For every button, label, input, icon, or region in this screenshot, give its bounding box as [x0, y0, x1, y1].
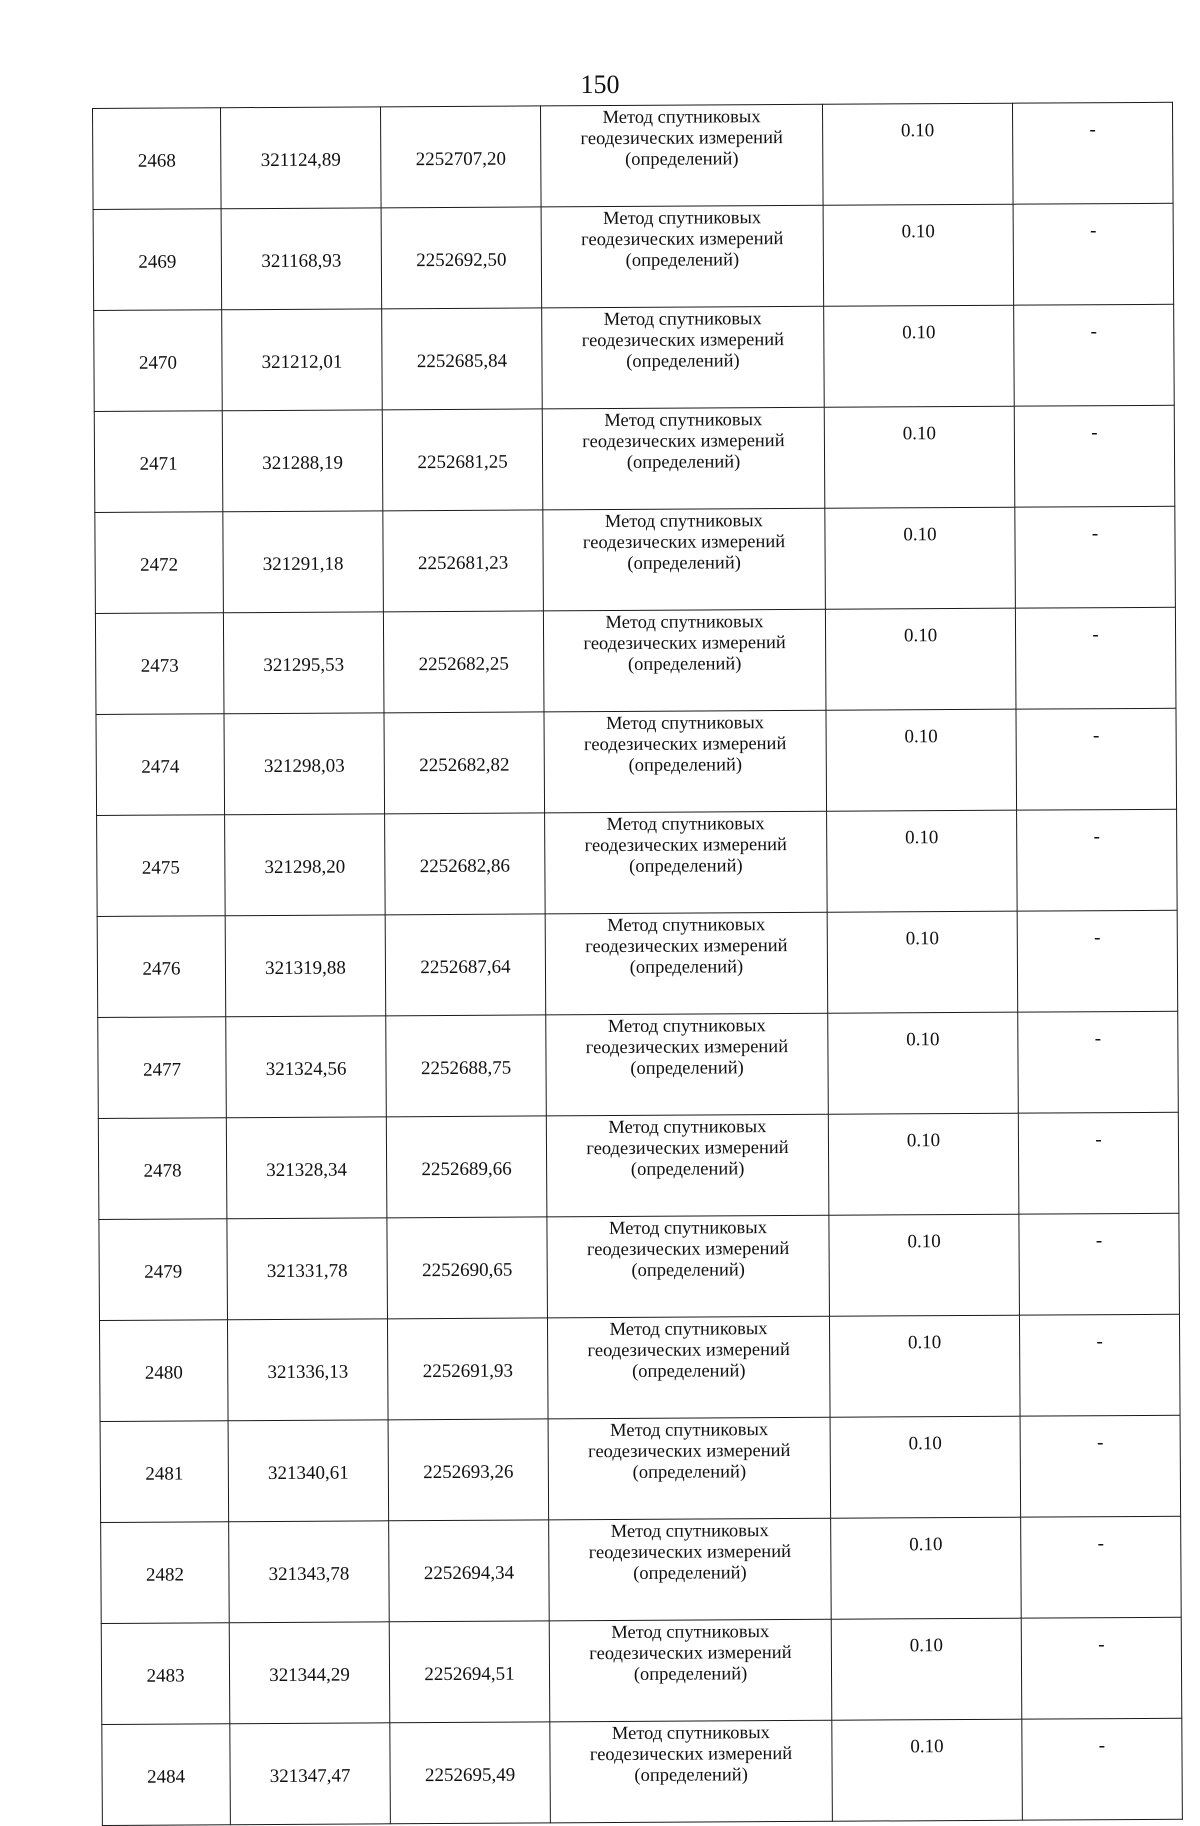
method-cell [543, 609, 826, 712]
note-cell: - [1022, 1718, 1183, 1820]
accuracy-cell: 0.10 [824, 305, 1015, 407]
method-line: Метод спутниковых [607, 1016, 766, 1038]
method-line: геодезических измерений [586, 1239, 790, 1261]
method-cell [546, 1114, 829, 1217]
accuracy-cell: 0.10 [832, 1719, 1023, 1821]
point-number-cell: 2480 [99, 1320, 228, 1422]
coordinate-y-cell: 2252694,34 [389, 1520, 550, 1622]
method-line: (определений) [627, 553, 741, 574]
method-cell [540, 104, 823, 207]
method-cell [541, 205, 824, 308]
method-line: геодезических измерений [589, 1743, 793, 1766]
coordinate-y-cell: 2252691,93 [387, 1318, 548, 1420]
point-number-cell: 2484 [102, 1724, 231, 1826]
method-line: (определений) [631, 1361, 746, 1382]
coordinate-y-cell: 2252707,20 [380, 106, 541, 208]
coordinate-x-cell: 321319,88 [225, 915, 386, 1017]
method-line: Метод спутниковых [603, 208, 762, 230]
coordinate-x-cell: 321288,19 [222, 410, 383, 512]
method-line: (определений) [631, 1260, 745, 1281]
note-cell: - [1018, 1112, 1179, 1214]
point-number-cell: 2479 [99, 1219, 228, 1321]
method-line: геодезических измерений [589, 1642, 792, 1665]
accuracy-cell: 0.10 [827, 911, 1018, 1013]
note-cell: - [1021, 1617, 1182, 1719]
note-cell: - [1014, 304, 1175, 406]
point-number-cell: 2471 [94, 411, 223, 513]
coordinates-table [92, 102, 1183, 1826]
accuracy-cell: 0.10 [825, 608, 1016, 710]
coordinate-y-cell: 2252681,23 [383, 510, 544, 612]
method-line: (определений) [627, 654, 742, 675]
method-line: (определений) [630, 1058, 744, 1079]
note-cell: - [1017, 910, 1178, 1012]
note-cell: - [1012, 102, 1173, 204]
method-line: Метод спутниковых [611, 1723, 770, 1745]
coordinate-x-cell: 321291,18 [223, 511, 384, 613]
method-line: (определений) [632, 1462, 747, 1483]
table-body [93, 102, 1183, 1825]
method-line: Метод спутниковых [605, 713, 765, 735]
method-line: (определений) [630, 1159, 745, 1180]
method-cell [550, 1720, 833, 1823]
point-number-cell: 2477 [98, 1017, 227, 1119]
method-cell [542, 407, 825, 510]
method-line: (определений) [634, 1765, 748, 1786]
method-line: геодезических измерений [585, 936, 788, 958]
table-row [102, 1718, 1183, 1825]
point-number-cell: 2470 [94, 310, 223, 412]
method-cell [546, 1013, 829, 1116]
point-number-cell: 2476 [97, 916, 226, 1018]
coordinate-y-cell: 2252688,75 [386, 1015, 547, 1117]
coordinate-x-cell: 321212,01 [222, 309, 383, 411]
note-cell: - [1013, 203, 1174, 305]
method-line: геодезических измерений [588, 1441, 791, 1463]
method-line: (определений) [629, 957, 744, 978]
method-line: (определений) [628, 755, 743, 776]
coordinate-y-cell: 2252685,84 [382, 308, 543, 410]
method-line: геодезических измерений [587, 1340, 790, 1362]
coordinate-x-cell: 321124,89 [221, 107, 382, 209]
method-line: Метод спутниковых [604, 410, 763, 432]
coordinate-x-cell: 321324,56 [226, 1016, 387, 1118]
table-row [95, 607, 1176, 714]
method-cell [545, 811, 828, 914]
note-cell: - [1014, 405, 1175, 507]
method-line: (определений) [633, 1563, 747, 1584]
table-row [99, 1213, 1180, 1320]
coordinate-x-cell: 321347,47 [230, 1723, 391, 1825]
coordinate-y-cell: 2252692,50 [381, 207, 542, 309]
accuracy-cell: 0.10 [831, 1517, 1022, 1619]
method-line: Метод спутниковых [608, 1218, 768, 1240]
note-cell: - [1020, 1415, 1181, 1517]
note-cell: - [1021, 1516, 1182, 1618]
coordinate-x-cell: 321344,29 [229, 1622, 390, 1724]
coordinate-x-cell: 321340,61 [228, 1420, 389, 1522]
note-cell: - [1019, 1213, 1180, 1315]
coordinate-y-cell: 2252687,64 [385, 914, 546, 1016]
table-row [97, 809, 1178, 916]
method-line: (определений) [625, 149, 739, 170]
method-cell [544, 710, 827, 813]
accuracy-cell: 0.10 [824, 406, 1015, 508]
coordinate-y-cell: 2252682,86 [385, 813, 546, 915]
accuracy-cell: 0.10 [829, 1315, 1020, 1417]
point-number-cell: 2482 [101, 1522, 230, 1624]
method-line: геодезических измерений [586, 1138, 789, 1160]
method-line: Метод спутниковых [606, 814, 765, 836]
method-line: Метод спутниковых [603, 309, 762, 331]
method-cell [542, 306, 825, 409]
table-row [93, 102, 1174, 209]
table-row [97, 910, 1178, 1017]
method-line: геодезических измерений [580, 128, 783, 150]
method-line: геодезических измерений [585, 1037, 789, 1059]
method-line: Метод спутниковых [602, 107, 761, 129]
coordinate-x-cell: 321343,78 [229, 1521, 390, 1623]
coordinates-table-wrapper [92, 102, 1182, 1826]
note-cell: - [1015, 607, 1176, 709]
table-row [98, 1011, 1179, 1118]
method-line: (определений) [633, 1664, 748, 1685]
method-line: геодезических измерений [582, 431, 785, 453]
note-cell: - [1017, 809, 1178, 911]
table-row [93, 203, 1174, 310]
table-row [94, 405, 1175, 512]
note-cell: - [1018, 1011, 1179, 1113]
method-cell [549, 1518, 832, 1621]
coordinate-x-cell: 321331,78 [227, 1218, 388, 1320]
method-line: геодезических измерений [581, 229, 784, 251]
note-cell: - [1016, 708, 1177, 810]
coordinate-y-cell: 2252682,25 [383, 611, 544, 713]
coordinate-x-cell: 321298,20 [225, 814, 386, 916]
method-line: Метод спутниковых [611, 1622, 770, 1644]
method-line: Метод спутниковых [604, 511, 763, 533]
accuracy-cell: 0.10 [831, 1618, 1022, 1720]
method-line: Метод спутниковых [608, 1117, 767, 1139]
coordinate-y-cell: 2252693,26 [388, 1419, 549, 1521]
method-line: Метод спутниковых [609, 1319, 768, 1341]
method-line: Метод спутниковых [610, 1521, 769, 1543]
method-cell [547, 1215, 830, 1318]
note-cell: - [1015, 506, 1176, 608]
point-number-cell: 2473 [95, 613, 224, 715]
point-number-cell: 2481 [100, 1421, 229, 1523]
coordinate-y-cell: 2252694,51 [389, 1621, 550, 1723]
method-line: (определений) [629, 856, 743, 877]
method-cell [549, 1619, 832, 1722]
coordinate-x-cell: 321168,93 [221, 208, 382, 310]
coordinate-y-cell: 2252681,25 [382, 409, 543, 511]
method-line: (определений) [625, 250, 740, 271]
note-cell: - [1019, 1314, 1180, 1416]
table-row [101, 1617, 1182, 1724]
method-line: Метод спутниковых [607, 915, 766, 937]
method-line: (определений) [626, 351, 740, 372]
accuracy-cell: 0.10 [822, 103, 1013, 205]
point-number-cell: 2478 [98, 1118, 227, 1220]
method-line: геодезических измерений [583, 734, 787, 756]
coordinate-y-cell: 2252689,66 [386, 1116, 547, 1218]
point-number-cell: 2483 [101, 1623, 230, 1725]
coordinate-x-cell: 321328,34 [226, 1117, 387, 1219]
method-cell [548, 1417, 831, 1520]
accuracy-cell: 0.10 [823, 204, 1014, 306]
table-row [95, 506, 1176, 613]
coordinate-y-cell: 2252695,49 [390, 1722, 551, 1824]
coordinate-y-cell: 2252690,65 [387, 1217, 548, 1319]
accuracy-cell: 0.10 [829, 1214, 1020, 1316]
point-number-cell: 2469 [93, 209, 222, 311]
table-row [98, 1112, 1179, 1219]
point-number-cell: 2475 [97, 815, 226, 917]
table-row [96, 708, 1177, 815]
method-cell [543, 508, 826, 611]
coordinate-x-cell: 321298,03 [224, 713, 385, 815]
method-cell [545, 912, 828, 1015]
point-number-cell: 2474 [96, 714, 225, 816]
point-number-cell: 2472 [95, 512, 224, 614]
table-row [100, 1415, 1181, 1522]
method-line: геодезических измерений [588, 1541, 792, 1564]
method-line: геодезических измерений [583, 633, 786, 655]
method-line: геодезических измерений [584, 835, 787, 857]
accuracy-cell: 0.10 [827, 810, 1018, 912]
method-line: геодезических измерений [581, 330, 785, 352]
table-row [94, 304, 1175, 411]
method-line: Метод спутниковых [605, 612, 764, 634]
accuracy-cell: 0.10 [826, 709, 1017, 811]
table-row [101, 1516, 1182, 1623]
accuracy-cell: 0.10 [828, 1113, 1019, 1215]
accuracy-cell: 0.10 [825, 507, 1016, 609]
point-number-cell: 2468 [93, 108, 222, 210]
table-row [99, 1314, 1180, 1421]
coordinate-x-cell: 321336,13 [227, 1319, 388, 1421]
coordinate-x-cell: 321295,53 [223, 612, 384, 714]
page-number: 150 [580, 70, 620, 99]
accuracy-cell: 0.10 [828, 1012, 1019, 1114]
method-cell [547, 1316, 830, 1419]
method-line: геодезических измерений [582, 532, 786, 554]
coordinate-y-cell: 2252682,82 [384, 712, 545, 814]
method-line: Метод спутниковых [610, 1420, 769, 1442]
method-line: (определений) [626, 452, 741, 473]
accuracy-cell: 0.10 [830, 1416, 1021, 1518]
